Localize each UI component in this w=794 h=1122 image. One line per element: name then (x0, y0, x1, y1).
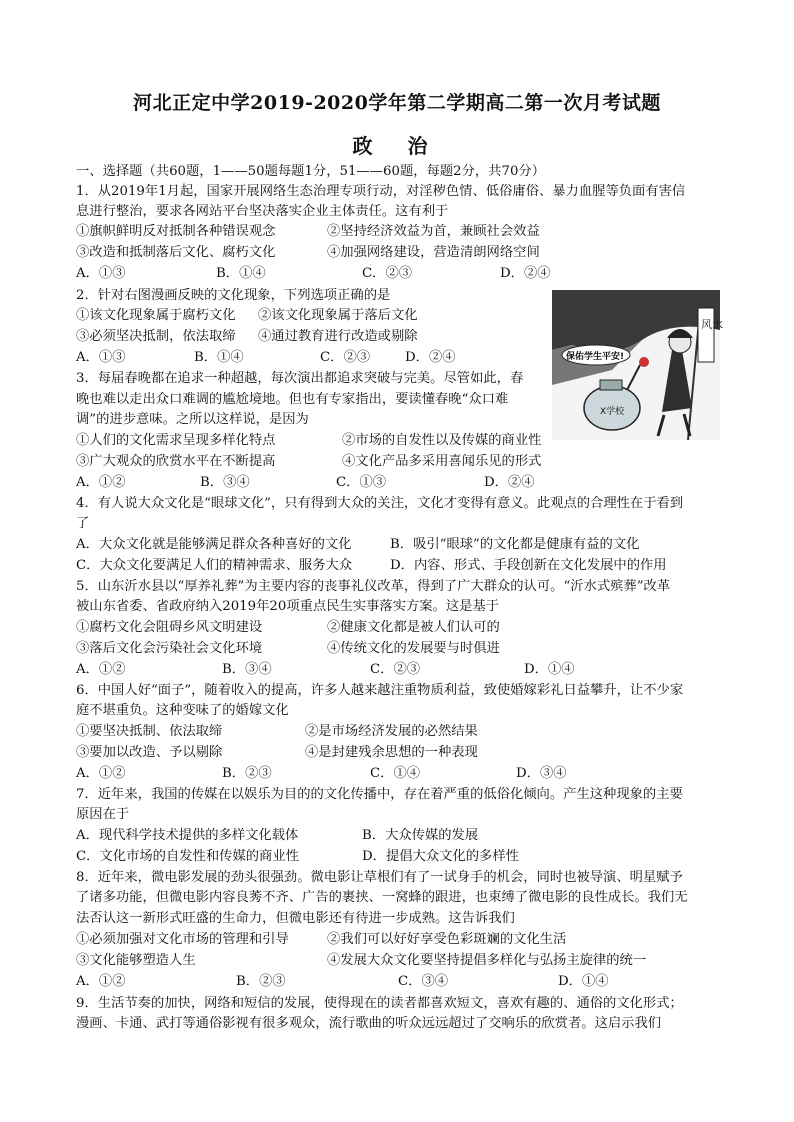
question-stem: 了 (76, 516, 90, 531)
choice: D．提倡大众文化的多样性 (362, 849, 519, 864)
statement: ③文化能够塑造人生 (76, 953, 196, 968)
exam-title: 河北正定中学2019-2020学年第二学期高二第一次月考试题 (133, 92, 661, 114)
question-stem: 9．生活节奏的加快，网络和短信的发展，使得现在的读者都喜欢短文，喜欢有趣的、通俗的文化形式； (76, 996, 683, 1011)
choice: A．①② (76, 974, 126, 989)
choice: D．②④ (500, 266, 551, 281)
statement: ①该文化现象属于腐朽文化 (76, 308, 236, 323)
statement: ②坚持经济效益为首，兼顾社会效益 (327, 224, 540, 239)
question-stem: 漫画、卡通、武打等通俗影视有很多观众，流行歌曲的听众远远超过了交响乐的欣赏者。这启示我们 (76, 1016, 662, 1031)
statement: ②市场的自发性以及传媒的商业性 (342, 433, 542, 448)
question-stem: 了诸多功能，但微电影内容良莠不齐、广告的裹挟、一窝蜂的跟进，也束缚了微电影的良性成长。我们无 (76, 890, 688, 905)
question-stem: 3．每届春晚都在追求一种超越，每次演出都追求突破与完美。尽管如此，春 (76, 371, 524, 386)
statement: ①要坚决抵制、依法取缔 (76, 724, 223, 739)
statement: ④通过教育进行改造或剔除 (258, 329, 418, 344)
question-stem: 2．针对右图漫画反映的文化现象，下列选项正确的是 (76, 288, 391, 303)
question-stem: 原因在于 (76, 807, 130, 822)
statement: ④传统文化的发展要与时俱进 (327, 641, 500, 656)
choice: A．①② (76, 475, 126, 490)
choice: D．②④ (484, 475, 535, 490)
choice: B．大众传媒的发展 (362, 828, 479, 843)
cartoon-illustration (552, 290, 723, 440)
statement: ②该文化现象属于落后文化 (258, 308, 418, 323)
subject-heading: 政 治 (352, 134, 442, 158)
flag-text: 风水 (701, 318, 723, 331)
statement: ②我们可以好好享受色彩斑斓的文化生活 (327, 932, 567, 947)
choice: A．①② (76, 662, 126, 677)
question-stem: 6．中国人好“面子”，随着收入的提高，许多人越来越注重物质利益，致使婚嫁彩礼日益攀升，让不少家 (76, 683, 684, 698)
choice: A．现代科学技术提供的多样文化载体 (76, 828, 299, 843)
school-bag-label: X学校 (600, 407, 625, 417)
question-stem: 调”的进步意味。之所以这样说，是因为 (76, 412, 309, 427)
choice: D．内容、形式、手段创新在文化发展中的作用 (390, 558, 667, 573)
choice: B．②③ (236, 974, 286, 989)
choice: C．②③ (362, 266, 413, 281)
question-stem: 被山东省委、省政府纳入2019年20项重点民生实事落实方案。这是基于 (76, 599, 500, 614)
question-stem: 晚也难以走出众口难调的尴尬境地。但也有专家指出，要读懂春晚“众口难 (76, 392, 509, 407)
statement: ④是封建残余思想的一种表现 (305, 745, 478, 760)
choice: C．①④ (370, 766, 421, 781)
question-stem: 1．从2019年1月起，国家开展网络生态治理专项行动，对淫秽色情、低俗庸俗、暴力血腥等负面有害信 (76, 184, 686, 199)
question-stem: 法否认这一新形式旺盛的生命力，但微电影还有待进一步成熟。这告诉我们 (76, 911, 515, 926)
statement: ④文化产品多采用喜闻乐见的形式 (342, 454, 542, 469)
statement: ①旗帜鲜明反对抵制各种错误观念 (76, 224, 276, 239)
statement: ①人们的文化需求呈现多样化特点 (76, 433, 276, 448)
question-stem: 5．山东沂水县以“厚养礼葬”为主要内容的丧事礼仪改革，得到了广大群众的认可。“沂水式殡葬”改革 (76, 579, 671, 594)
choice: B．吸引“眼球”的文化都是健康有益的文化 (390, 537, 640, 552)
statement: ③必须坚决抵制，依法取缔 (76, 329, 236, 344)
choice: C．③④ (398, 974, 449, 989)
choice: D．①④ (558, 974, 609, 989)
question-stem: 4．有人说大众文化是“眼球文化”，只有得到大众的关注，文化才变得有意义。此观点的合理性在于看到 (76, 496, 684, 511)
choice: B．①④ (194, 350, 244, 365)
statement: ④发展大众文化要坚持提倡多样化与弘扬主旋律的统一 (327, 953, 647, 968)
statement: ②健康文化都是被人们认可的 (327, 620, 500, 635)
statement: ①必须加强对文化市场的管理和引导 (76, 932, 289, 947)
question-stem: 7．近年来，我国的传媒在以娱乐为目的的文化传播中，存在着严重的低俗化倾向。产生这种现象的主要 (76, 787, 683, 802)
statement: ③落后文化会污染社会文化环境 (76, 641, 263, 656)
choice: B．③④ (200, 475, 250, 490)
choice: A．①② (76, 766, 126, 781)
choice: C．②③ (370, 662, 421, 677)
statement: ①腐朽文化会阻碍乡风文明建设 (76, 620, 263, 635)
statement: ④加强网络建设，营造清朗网络空间 (327, 245, 540, 260)
choice: B．①④ (216, 266, 266, 281)
choice: A．①③ (76, 350, 126, 365)
choice: C．文化市场的自发性和传媒的商业性 (76, 849, 299, 864)
choice: A．大众文化就是能够满足群众各种喜好的文化 (76, 537, 352, 552)
choice: B．②③ (222, 766, 272, 781)
statement: ③广大观众的欣赏水平在不断提高 (76, 454, 276, 469)
statement: ③要加以改造、予以剔除 (76, 745, 223, 760)
statement: ③改造和抵制落后文化、腐朽文化 (76, 245, 276, 260)
statement: ②是市场经济发展的必然结果 (305, 724, 478, 739)
section-heading: 一、选择题（共60题，1——50题每题1分，51——60题，每题2分，共70分） (76, 164, 545, 179)
choice: C．②③ (320, 350, 371, 365)
choice: D．②④ (405, 350, 456, 365)
question-stem: 庭不堪重负。这种变味了的婚嫁文化 (76, 703, 289, 718)
cartoon-sign-text: 保佑学生平安! (566, 352, 625, 362)
question-stem: 8．近年来，微电影发展的劲头很强劲。微电影让草根们有了一试身手的机会，同时也被导演、明星赋予 (76, 870, 683, 885)
choice: D．③④ (516, 766, 567, 781)
choice: C．大众文化要满足人们的精神需求、服务大众 (76, 558, 353, 573)
choice: C．①③ (336, 475, 387, 490)
choice: B．③④ (222, 662, 272, 677)
question-stem: 息进行整治，要求各网站平台坚决落实企业主体责任。这有利于 (76, 204, 449, 219)
choice: A．①③ (76, 266, 126, 281)
choice: D．①④ (524, 662, 575, 677)
